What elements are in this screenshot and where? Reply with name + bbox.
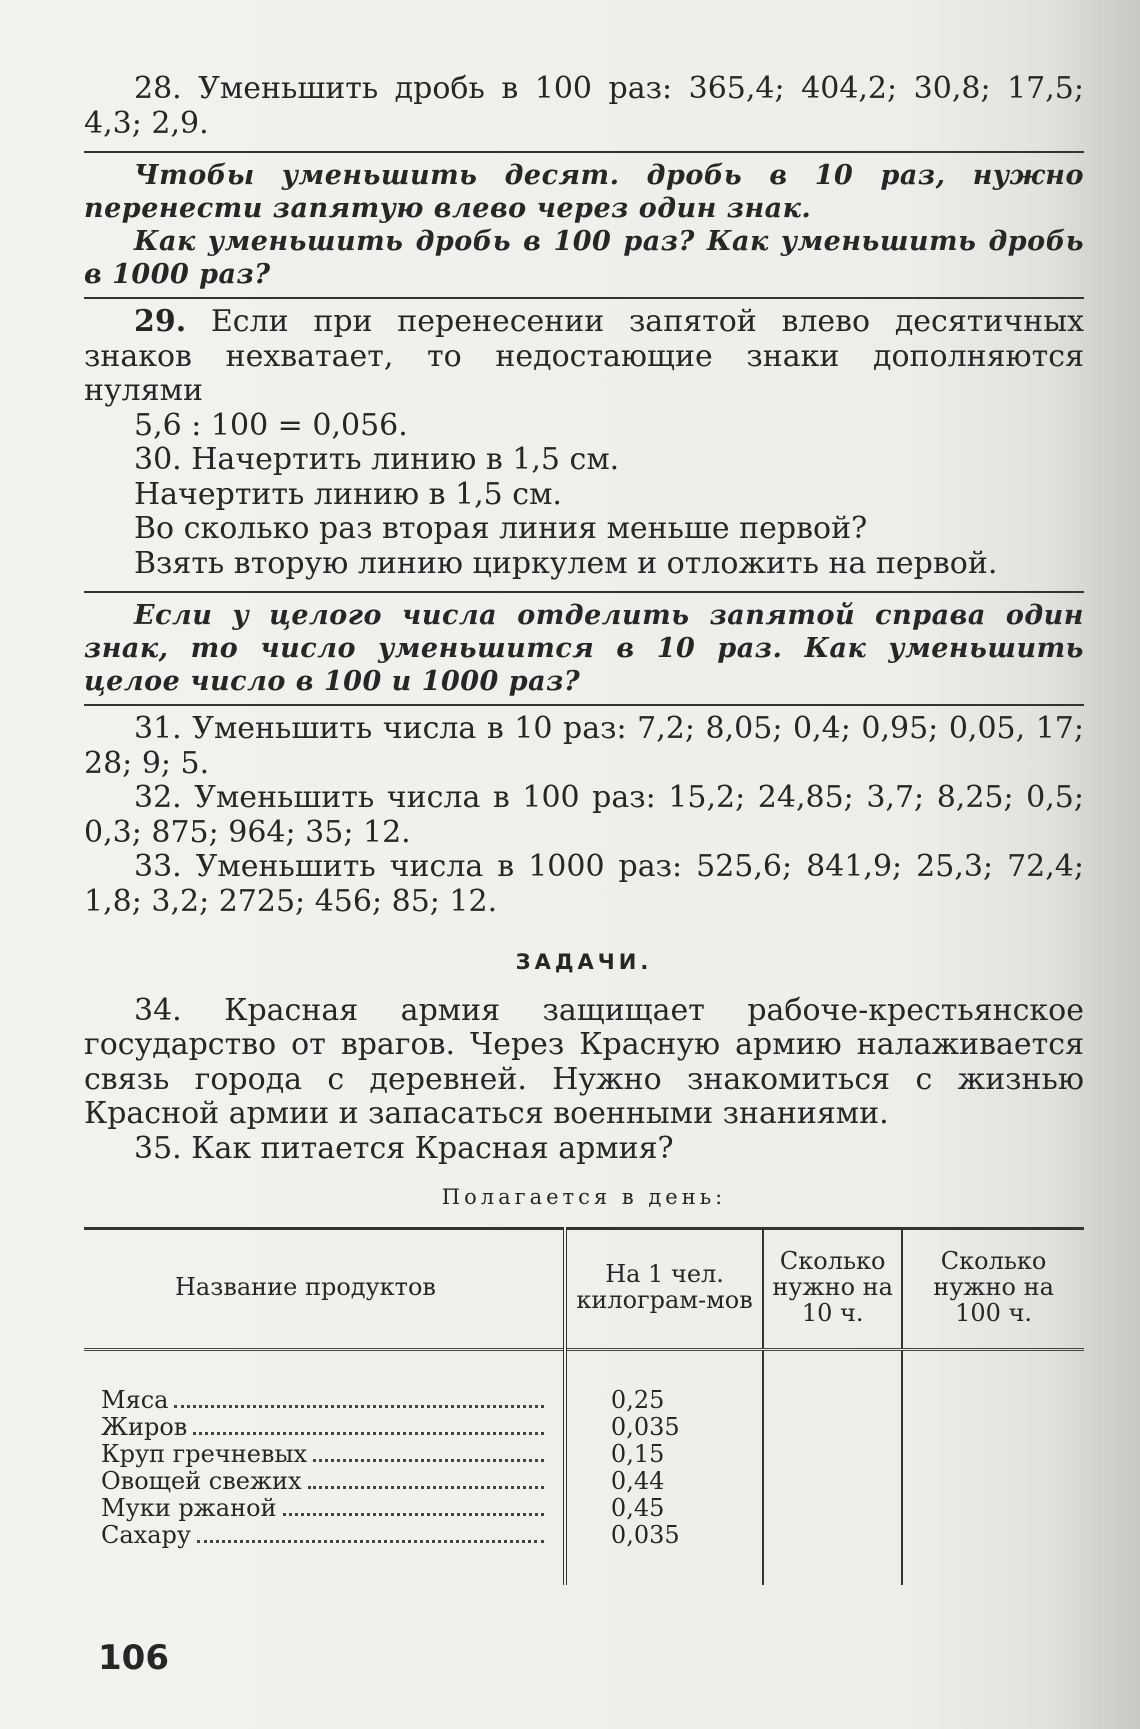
example-equation: 5,6 : 100 = 0,056.: [134, 407, 408, 443]
product-name: Мяса: [101, 1385, 169, 1414]
exercise-text: Уменьшить числа в 100 раз: 15,2; 24,85; 3,7; 8,25; 0,5; 0,3; 875; 964; 35; 12.: [84, 780, 1084, 850]
exercise-text: Начертить линию в 1,5 см.: [191, 442, 620, 477]
product-value: 0,035: [610, 1520, 680, 1549]
problem-number: 34.: [134, 992, 182, 1028]
list-item: [85, 1441, 562, 1468]
exercise-text: Уменьшить числа в 1000 раз: 525,6; 841,9; 25,3; 72,4; 1,8; 3,2; 2725; 456; 85; 12.: [84, 849, 1084, 919]
exercise-number: 29.: [134, 304, 187, 339]
product-value: 0,15: [610, 1439, 665, 1468]
empty-cell-10: [763, 1349, 902, 1585]
table-body-row: [84, 1349, 1084, 1585]
exercise-28: [84, 72, 1084, 141]
exercise-30-line-3: Во сколько раз вторая линия меньше первой?: [134, 511, 868, 546]
exercise-30: [84, 443, 1084, 478]
list-item: [85, 1468, 562, 1495]
exercise-number: 32.: [134, 780, 182, 815]
exercise-33: [84, 850, 1084, 919]
divider: [84, 151, 1084, 153]
page-content: [84, 72, 1084, 1585]
product-value: 0,035: [610, 1412, 680, 1441]
exercise-30-line-4: Взять вторую линию циркулем и отложить на первой.: [134, 545, 998, 581]
list-item: [85, 1495, 562, 1522]
exercise-number: 28.: [134, 71, 182, 106]
exercise-text: Уменьшить числа в 10 раз: 7,2; 8,05; 0,4; 0,95; 0,05, 17; 28; 9; 5.: [84, 711, 1084, 781]
exercise-number: 33.: [134, 849, 182, 884]
product-name: Овощей свежих: [101, 1466, 302, 1495]
leader-dots: [308, 1486, 544, 1489]
list-item: [85, 1414, 562, 1441]
problem-text: Красная армия защищает рабоче-крестьянское государство от врагов. Через Красную армию налаживается связь города с деревней. Нужно знакомиться с жизнью Красной армии и запасаться военными знаниями.: [84, 992, 1084, 1131]
problem-35: [84, 1132, 1084, 1167]
divider: [84, 704, 1084, 706]
divider: [84, 591, 1084, 593]
exercise-number: 30.: [134, 442, 182, 477]
ration-table: [84, 1227, 1084, 1585]
product-name: Муки ржаной: [101, 1493, 277, 1522]
list-item: [85, 1522, 562, 1549]
exercise-number: 31.: [134, 711, 182, 746]
per-person-values-cell: [565, 1349, 763, 1585]
divider: [84, 297, 1084, 299]
rule-note-1-question: Как уменьшить дробь в 100 раз? Как уменьшить дробь в 1000 раз?: [84, 226, 1084, 290]
product-value: 0,45: [610, 1493, 665, 1522]
product-name: Жиров: [101, 1412, 188, 1441]
product-name: Сахару: [101, 1520, 191, 1549]
header-for-10: Сколько нужно на 10 ч.: [763, 1228, 902, 1349]
table-header-row: [84, 1228, 1084, 1349]
empty-cell-100: [902, 1349, 1084, 1585]
rule-note-1: Чтобы уменьшить десят. дробь в 10 раз, нужно перенести запятую влево через один знак.: [84, 160, 1084, 224]
product-name: Круп гречневых: [101, 1439, 308, 1468]
header-per-person: На 1 чел. килограм-мов: [565, 1228, 763, 1349]
exercise-text: Уменьшить дробь в 100 раз: 365,4; 404,2; 30,8; 17,5; 4,3; 2,9.: [84, 71, 1084, 141]
leader-dots: [283, 1513, 544, 1516]
problem-34: [84, 994, 1084, 1132]
leader-dots: [197, 1540, 544, 1543]
exercise-text: Если при перенесении запятой влево десятичных знаков нехватает, то недостающие знаки дополняются нулями: [84, 304, 1084, 408]
leader-dots: [193, 1432, 544, 1435]
leader-dots: [313, 1459, 544, 1462]
exercise-31: [84, 712, 1084, 781]
page-number: 106: [98, 1638, 169, 1678]
problem-text: Как питается Красная армия?: [191, 1130, 674, 1166]
header-for-100: Сколько нужно на 100 ч.: [902, 1228, 1084, 1349]
section-heading: ЗАДАЧИ.: [515, 950, 653, 974]
rule-note-2: Если у целого числа отделить запятой справа один знак, то число уменьшится в 10 раз. Как уменьшить целое число в 100 и 1000 раз?: [84, 600, 1084, 697]
product-value: 0,44: [610, 1466, 665, 1495]
header-product-name: Название продуктов: [84, 1228, 565, 1349]
exercise-32: [84, 781, 1084, 850]
exercise-30-line-2: Начертить линию в 1,5 см.: [134, 476, 562, 512]
problem-number: 35.: [134, 1130, 182, 1166]
product-names-cell: [84, 1349, 565, 1585]
exercise-29: [84, 305, 1084, 409]
leader-dots: [174, 1405, 543, 1408]
list-item: [85, 1387, 562, 1414]
table-caption: Полагается в день:: [441, 1185, 727, 1209]
product-value: 0,25: [610, 1385, 665, 1414]
